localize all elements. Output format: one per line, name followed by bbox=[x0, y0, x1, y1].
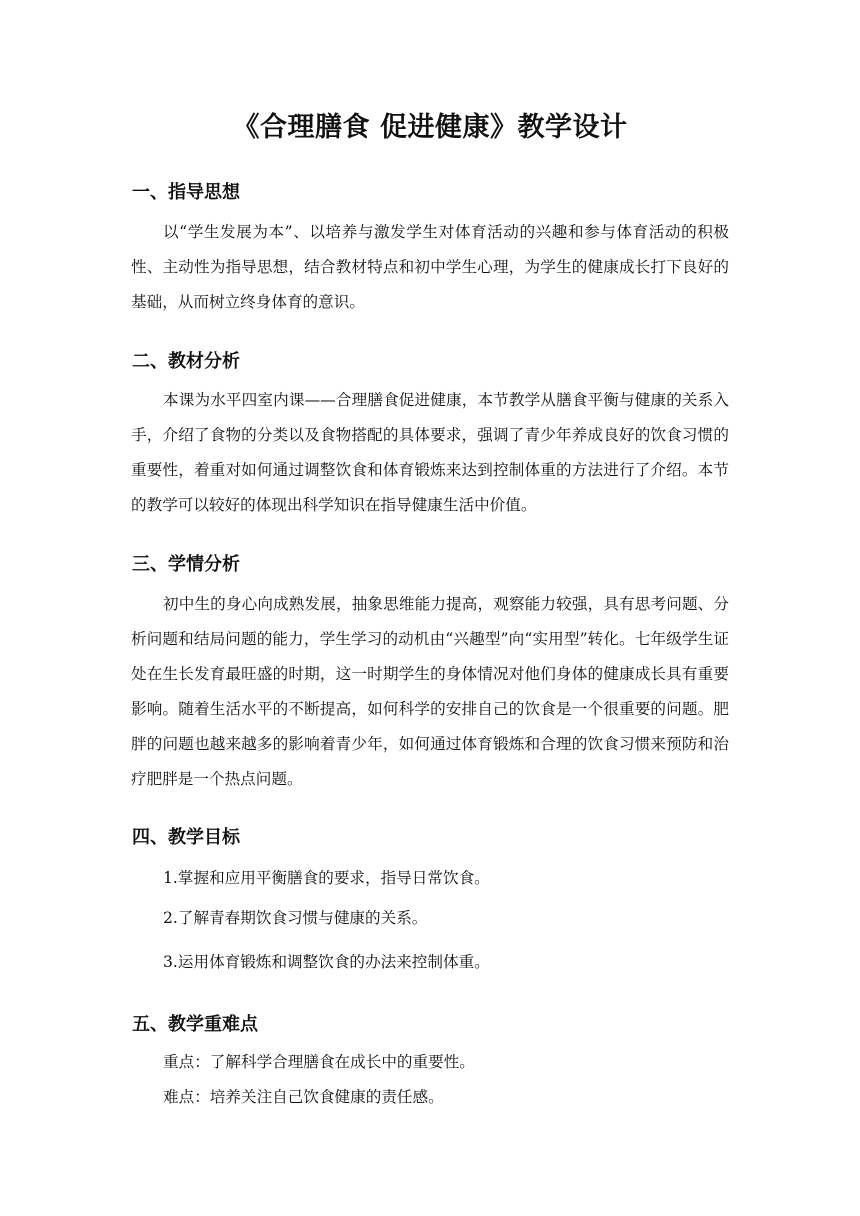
section-paragraph-learner-analysis: 初中生的身心向成熟发展，抽象思维能力提高，观察能力较强，具有思考问题、分析问题和结局问题的能力，学生学习的动机由“兴趣型”向“实用型”转化。七年级学生证处在生长发育最旺盛的时期，这一时期学生的身体情况对他们身体的健康成长具有重要影响。随着生活水平的不断提高，如何科学的安排自己的饮食是一个很重要的问题。肥胖的问题也越来越多的影响着青少年，如何通过体育锻炼和合理的饮食习惯来预防和治疗肥胖是一个热点问题。 bbox=[131, 595, 729, 788]
section-heading-learner-analysis: 三、学情分析 bbox=[132, 554, 240, 575]
section-paragraph-guiding-thought: 以“学生发展为本”、以培养与激发学生对体育活动的兴趣和参与体育活动的积极性、主动性为指导思想，结合教材特点和初中学生心理，为学生的健康成长打下良好的基础，从而树立终身体育的意识。 bbox=[131, 223, 729, 311]
section-heading-guiding-thought: 一、指导思想 bbox=[132, 182, 240, 203]
difficult-point-item: 难点：培养关注自己饮食健康的责任感。 bbox=[163, 1088, 444, 1106]
section-heading-key-difficult-points: 五、教学重难点 bbox=[132, 1014, 258, 1035]
teaching-goal-item: 2.了解青春期饮食习惯与健康的关系。 bbox=[163, 909, 428, 927]
document-title: 《合理膳食 促进健康》教学设计 bbox=[232, 112, 628, 143]
section-heading-teaching-goals: 四、教学目标 bbox=[132, 827, 240, 848]
teaching-goal-item: 3.运用体育锻炼和调整饮食的办法来控制体重。 bbox=[163, 953, 490, 971]
key-point-item: 重点：了解科学合理膳食在成长中的重要性。 bbox=[163, 1053, 475, 1071]
section-heading-material-analysis: 二、教材分析 bbox=[132, 351, 240, 372]
teaching-goal-item: 1.掌握和应用平衡膳食的要求，指导日常饮食。 bbox=[163, 869, 490, 887]
section-paragraph-material-analysis: 本课为水平四室内课——合理膳食促进健康，本节教学从膳食平衡与健康的关系入手，介绍了食物的分类以及食物搭配的具体要求，强调了青少年养成良好的饮食习惯的重要性，着重对如何通过调整饮食和体育锻炼来达到控制体重的方法进行了介绍。本节的教学可以较好的体现出科学知识在指导健康生活中价值。 bbox=[131, 391, 729, 514]
